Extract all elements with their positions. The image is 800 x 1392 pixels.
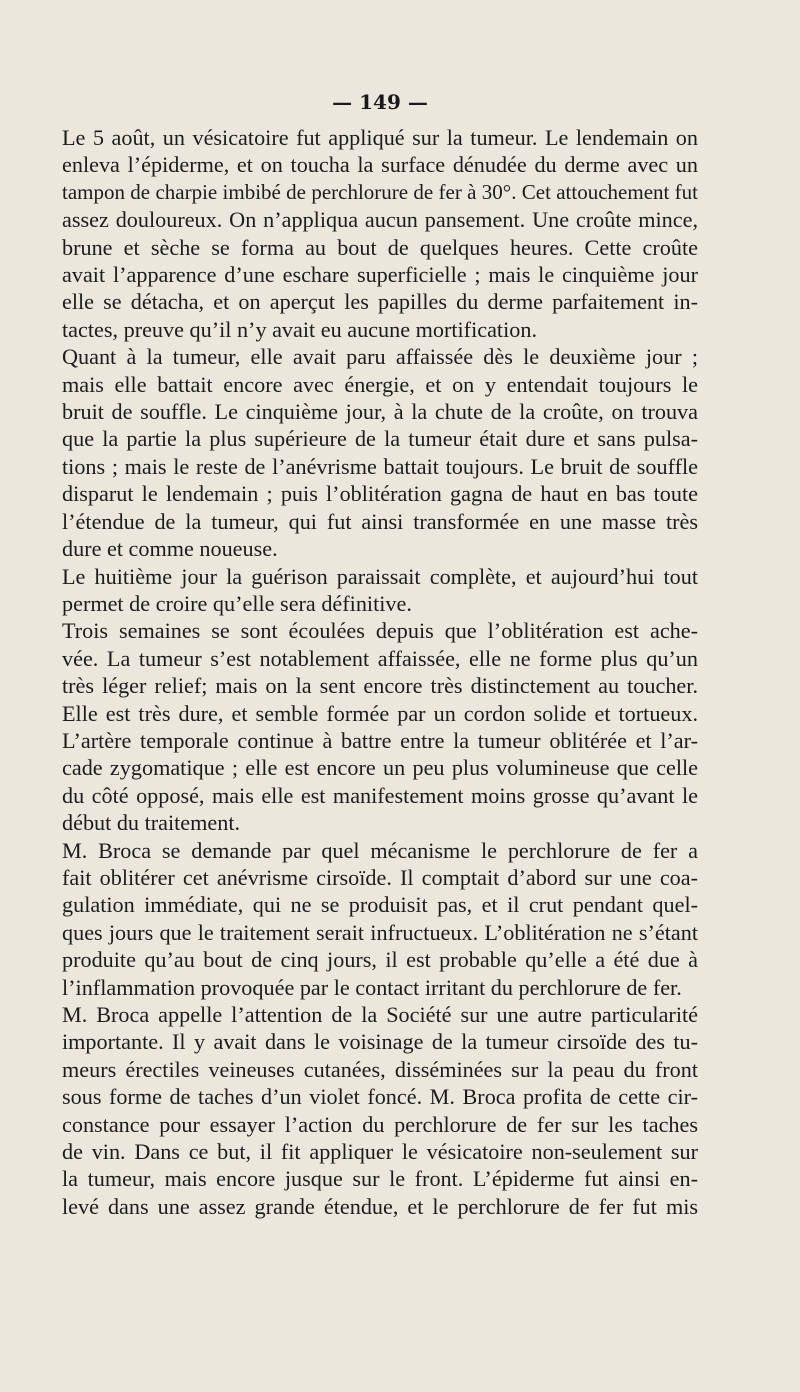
text-line: la tumeur, mais encore jusque sur le front. L’épiderme fut ainsi en- <box>62 1166 698 1192</box>
text-line: début du traitement. <box>62 810 241 836</box>
text-line: brune et sèche se forma au bout de quelques heures. Cette croûte <box>62 234 698 260</box>
text-line: Trois semaines se sont écoulées depuis que l’oblitération est ache- <box>62 618 698 644</box>
text-line: meurs érectiles veineuses cutanées, disséminées sur la peau du front <box>62 1056 698 1082</box>
text-line: disparut le lendemain ; puis l’oblitération gagna de haut en bas toute <box>62 481 698 507</box>
text-line: Quant à la tumeur, elle avait paru affaissée dès le deuxième jour ; <box>62 344 698 370</box>
text-line: dure et comme noueuse. <box>62 536 278 562</box>
text-line: vée. La tumeur s’est notablement affaissée, elle ne forme plus qu’un <box>62 645 698 671</box>
text-line: sous forme de taches d’un violet foncé. M. Broca profita de cette cir- <box>62 1084 698 1110</box>
text-line: enleva l’épiderme, et on toucha la surface dénudée du derme avec un <box>62 152 698 178</box>
text-line: ques jours que le traitement serait infructueux. L’oblitération ne s’étant <box>62 919 698 945</box>
text-line: tions ; mais le reste de l’anévrisme battait toujours. Le bruit de souffle <box>62 453 698 479</box>
text-line: de vin. Dans ce but, il fit appliquer le vésicatoire non-seulement sur <box>62 1139 698 1165</box>
text-line: avait l’apparence d’une eschare superficielle ; mais le cinquième jour <box>62 262 698 288</box>
text-line: L’artère temporale continue à battre entre la tumeur oblitérée et l’ar- <box>62 727 698 753</box>
text-line: très léger relief; mais on la sent encore très distinctement au toucher. <box>62 673 698 699</box>
text-line: tampon de charpie imbibé de perchlorure de fer à 30°. Cet attouchement fut <box>62 179 698 204</box>
text-line: cade zygomatique ; elle est encore un peu plus volumineuse que celle <box>62 755 698 781</box>
text-line: constance pour essayer l’action du perchlorure de fer sur les taches <box>62 1111 698 1137</box>
text-line: du côté opposé, mais elle est manifestement moins grosse qu’avant le <box>62 782 698 808</box>
text-line: elle se détacha, et on aperçut les papilles du derme parfaitement in- <box>62 289 698 315</box>
text-line: assez douloureux. On n’appliqua aucun pansement. Une croûte mince, <box>62 207 698 233</box>
text-line: levé dans une assez grande étendue, et le perchlorure de fer fut mis <box>62 1193 698 1219</box>
page-number: — 149 — <box>332 90 428 114</box>
text-line: l’étendue de la tumeur, qui fut ainsi transformée en une masse très <box>62 508 698 534</box>
text-line: tactes, preuve qu’il n’y avait eu aucune mortification. <box>62 316 537 342</box>
text-line: Elle est très dure, et semble formée par un cordon solide et tortueux. <box>62 700 698 726</box>
text-line: bruit de souffle. Le cinquième jour, à la chute de la croûte, on trouva <box>62 399 698 425</box>
text-line: mais elle battait encore avec énergie, et on y entendait toujours le <box>62 371 698 397</box>
text-line: fait oblitérer cet anévrisme cirsoïde. Il comptait d’abord sur une coa- <box>62 864 698 890</box>
text-line: Le 5 août, un vésicatoire fut appliqué sur la tumeur. Le lendemain on <box>62 125 698 150</box>
body-text <box>62 124 698 1220</box>
text-line: M. Broca se demande par quel mécanisme le perchlorure de fer a <box>62 837 698 863</box>
text-line: Le huitième jour la guérison paraissait complète, et aujourd’hui tout <box>62 563 698 589</box>
text-line: l’inflammation provoquée par le contact irritant du perchlorure de fer. <box>62 974 682 1000</box>
text-line: importante. Il y avait dans le voisinage de la tumeur cirsoïde des tu- <box>62 1029 698 1055</box>
text-line: M. Broca appelle l’attention de la Société sur une autre particularité <box>62 1002 698 1027</box>
text-line: produite qu’au bout de cinq jours, il est probable qu’elle a été due à <box>62 947 698 973</box>
text-line: que la partie la plus supérieure de la tumeur était dure et sans pulsa- <box>62 426 698 452</box>
text-line: permet de croire qu’elle sera définitive. <box>62 590 412 616</box>
text-line: gulation immédiate, qui ne se produisit pas, et il crut pendant quel- <box>62 892 698 918</box>
